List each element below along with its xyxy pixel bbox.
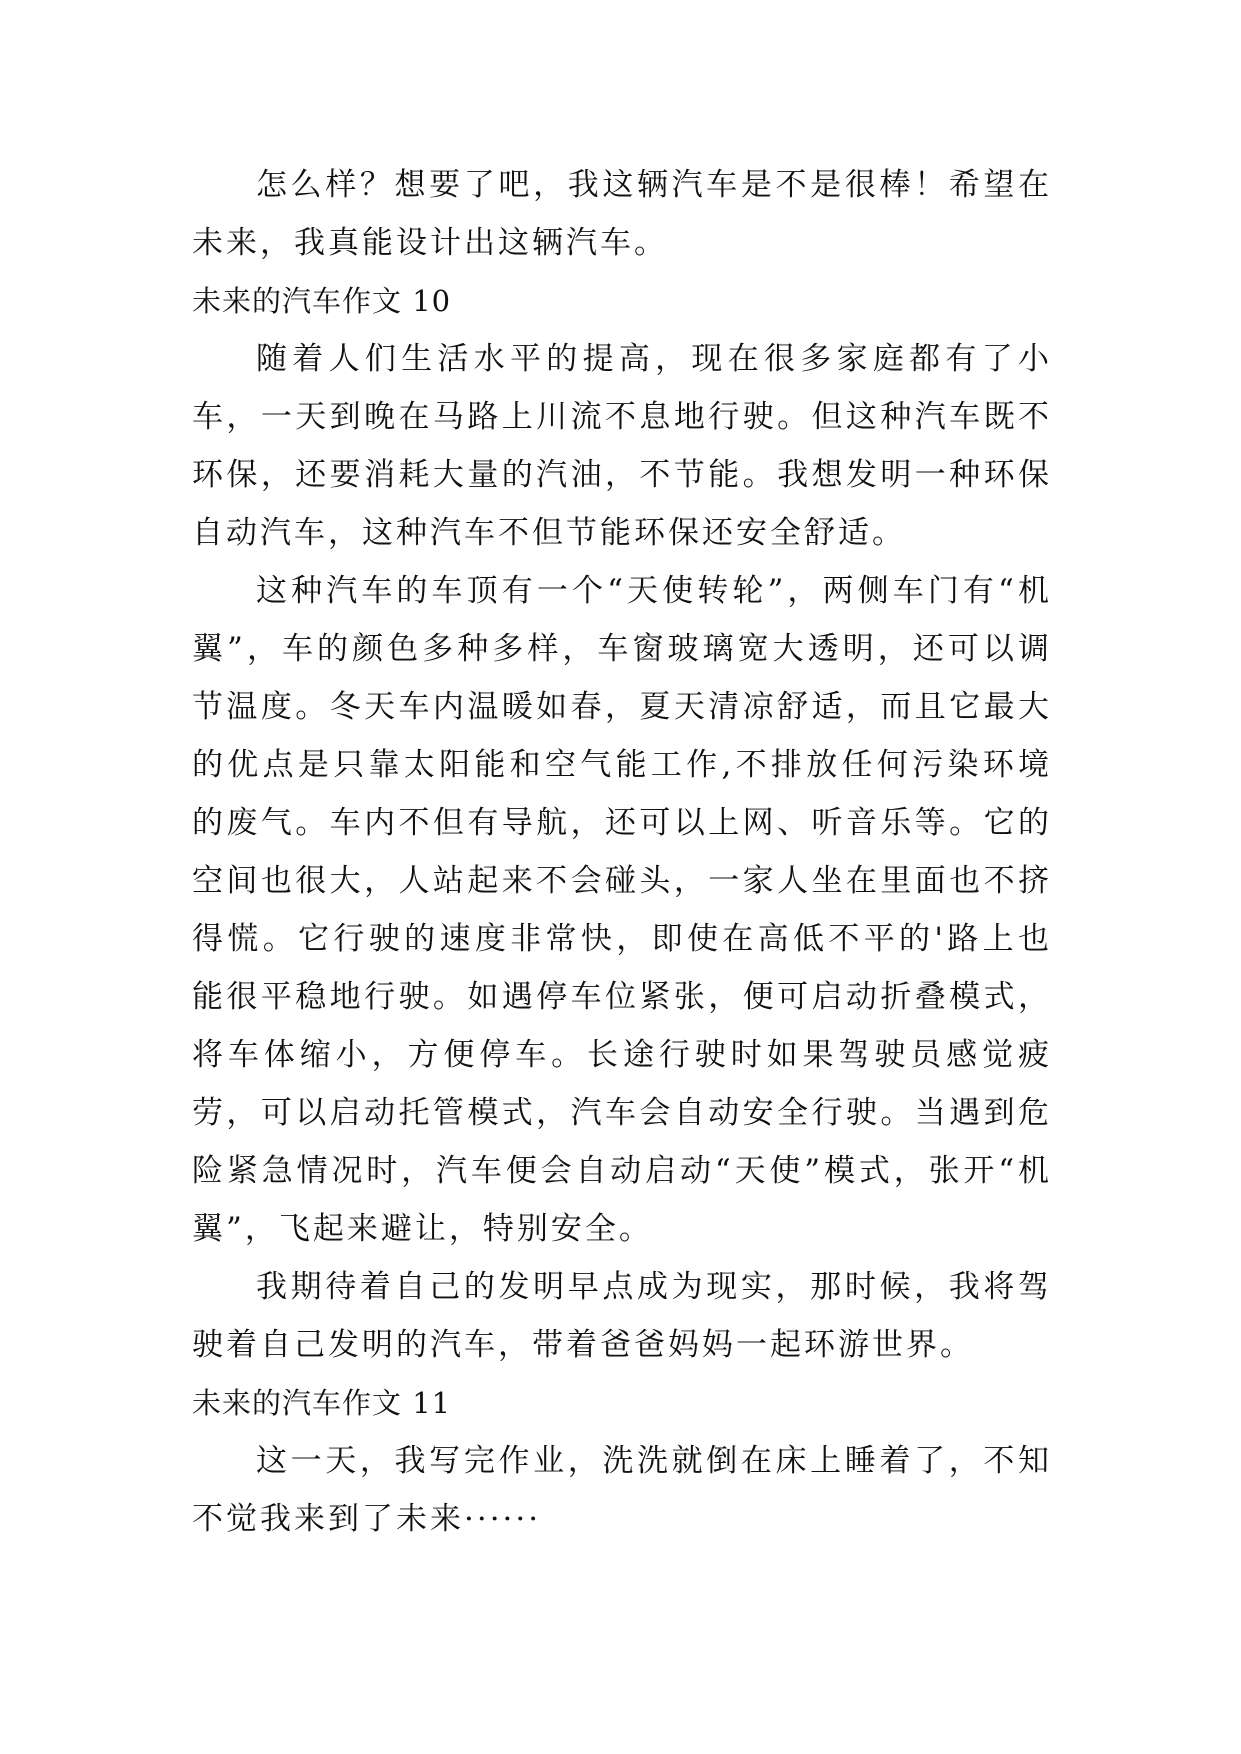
- paragraph: 随着人们生活水平的提高，现在很多家庭都有了小车，一天到晚在马路上川流不息地行驶。但这种汽车既不环保，还要消耗大量的汽油，不节能。我想发明一种环保自动汽车，这种汽车不但节能环保还安全舒适。: [192, 341, 1052, 551]
- document-body: [192, 156, 1052, 1548]
- paragraph: 这一天，我写完作业，洗洗就倒在床上睡着了，不知不觉我来到了未来······: [192, 1443, 1052, 1537]
- section-heading: 未来的汽车作文 11: [192, 1386, 452, 1420]
- paragraph: 怎么样？想要了吧，我这辆汽车是不是很棒！希望在未来，我真能设计出这辆汽车。: [192, 167, 1052, 261]
- section-heading: 未来的汽车作文 10: [192, 284, 452, 318]
- paragraph: 我期待着自己的发明早点成为现实，那时候，我将驾驶着自己发明的汽车，带着爸爸妈妈一起环游世界。: [192, 1269, 1052, 1363]
- paragraph: 这种汽车的车顶有一个“天使转轮”，两侧车门有“机翼”，车的颜色多种多样，车窗玻璃宽大透明，还可以调节温度。冬天车内温暖如春，夏天清凉舒适，而且它最大的优点是只靠太阳能和空气能工作,不排放任何污染环境的废气。车内不但有导航，还可以上网、听音乐等。它的空间也很大，人站起来不会碰头，一家人坐在里面也不挤得慌。它行驶的速度非常快，即使在高低不平的'路上也能很平稳地行驶。如遇停车位紧张，便可启动折叠模式，将车体缩小，方便停车。长途行驶时如果驾驶员感觉疲劳，可以启动托管模式，汽车会自动安全行驶。当遇到危险紧急情况时，汽车便会自动启动“天使”模式，张开“机翼”，飞起来避让，特别安全。: [192, 573, 1052, 1247]
